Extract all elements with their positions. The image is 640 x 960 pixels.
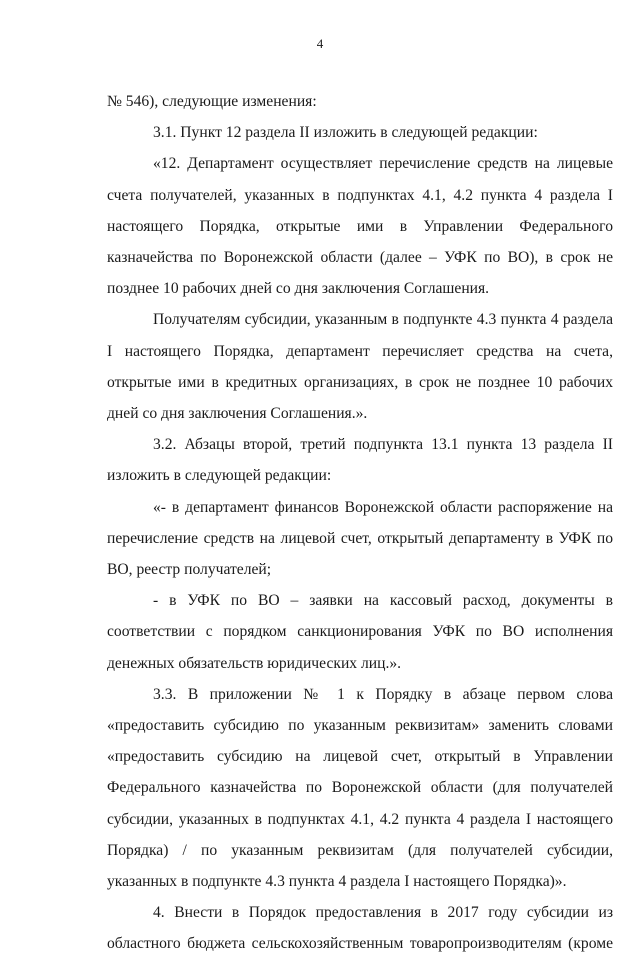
page-number: 4: [316, 36, 324, 51]
paragraph: № 546), следующие изменения:: [107, 93, 317, 110]
document-body: [107, 86, 613, 960]
paragraph: Получателям субсидии, указанным в подпункте 4.3 пункта 4 раздела I настоящего Порядка, департамент перечисляет средства на счета, открытые ими в кредитных организациях, в срок не позднее 10 рабочих дней со дня заключения Соглашения.».: [107, 311, 613, 423]
paragraph: 4. Внести в Порядок предоставления в 2017 году субсидии из областного бюджета сельскохозяйственным товаропроизводителям (кроме: [107, 904, 613, 953]
paragraph: - в УФК по ВО – заявки на кассовый расход, документы в соответствии с порядком санкционирования УФК по ВО исполнения денежных обязательств юридических лиц.».: [107, 592, 613, 672]
paragraph: 3.2. Абзацы второй, третий подпункта 13.1 пункта 13 раздела II изложить в следующей редакции:: [107, 436, 613, 485]
paragraph: 3.1. Пункт 12 раздела II изложить в следующей редакции:: [153, 124, 538, 142]
paragraph: 3.3. В приложении № 1 к Порядку в абзаце первом слова «предоставить субсидию по указанным реквизитам» заменить словами «предоставить субсидию на лицевой счет, открытый в Управлении Федерального казначейства по Воронежской области (для получателей субсидии, указанных в подпунктах 4.1, 4.2 пункта 4 раздела I настоящего Порядка) / по указанным реквизитам (для получателей субсидии, указанных в подпункте 4.3 пункта 4 раздела I настоящего Порядка)».: [107, 685, 613, 891]
paragraph: «12. Департамент осуществляет перечисление средств на лицевые счета получателей, указанных в подпунктах 4.1, 4.2 пункта 4 раздела I настоящего Порядка, открытые ими в Управлении Федерального казначейства по Воронежской области (далее – УФК по ВО), в срок не позднее 10 рабочих дней со дня заключения Соглашения.: [107, 155, 613, 298]
paragraph: «- в департамент финансов Воронежской области распоряжение на перечисление средств на лицевой счет, открытый департаменту в УФК по ВО, реестр получателей;: [107, 498, 613, 579]
